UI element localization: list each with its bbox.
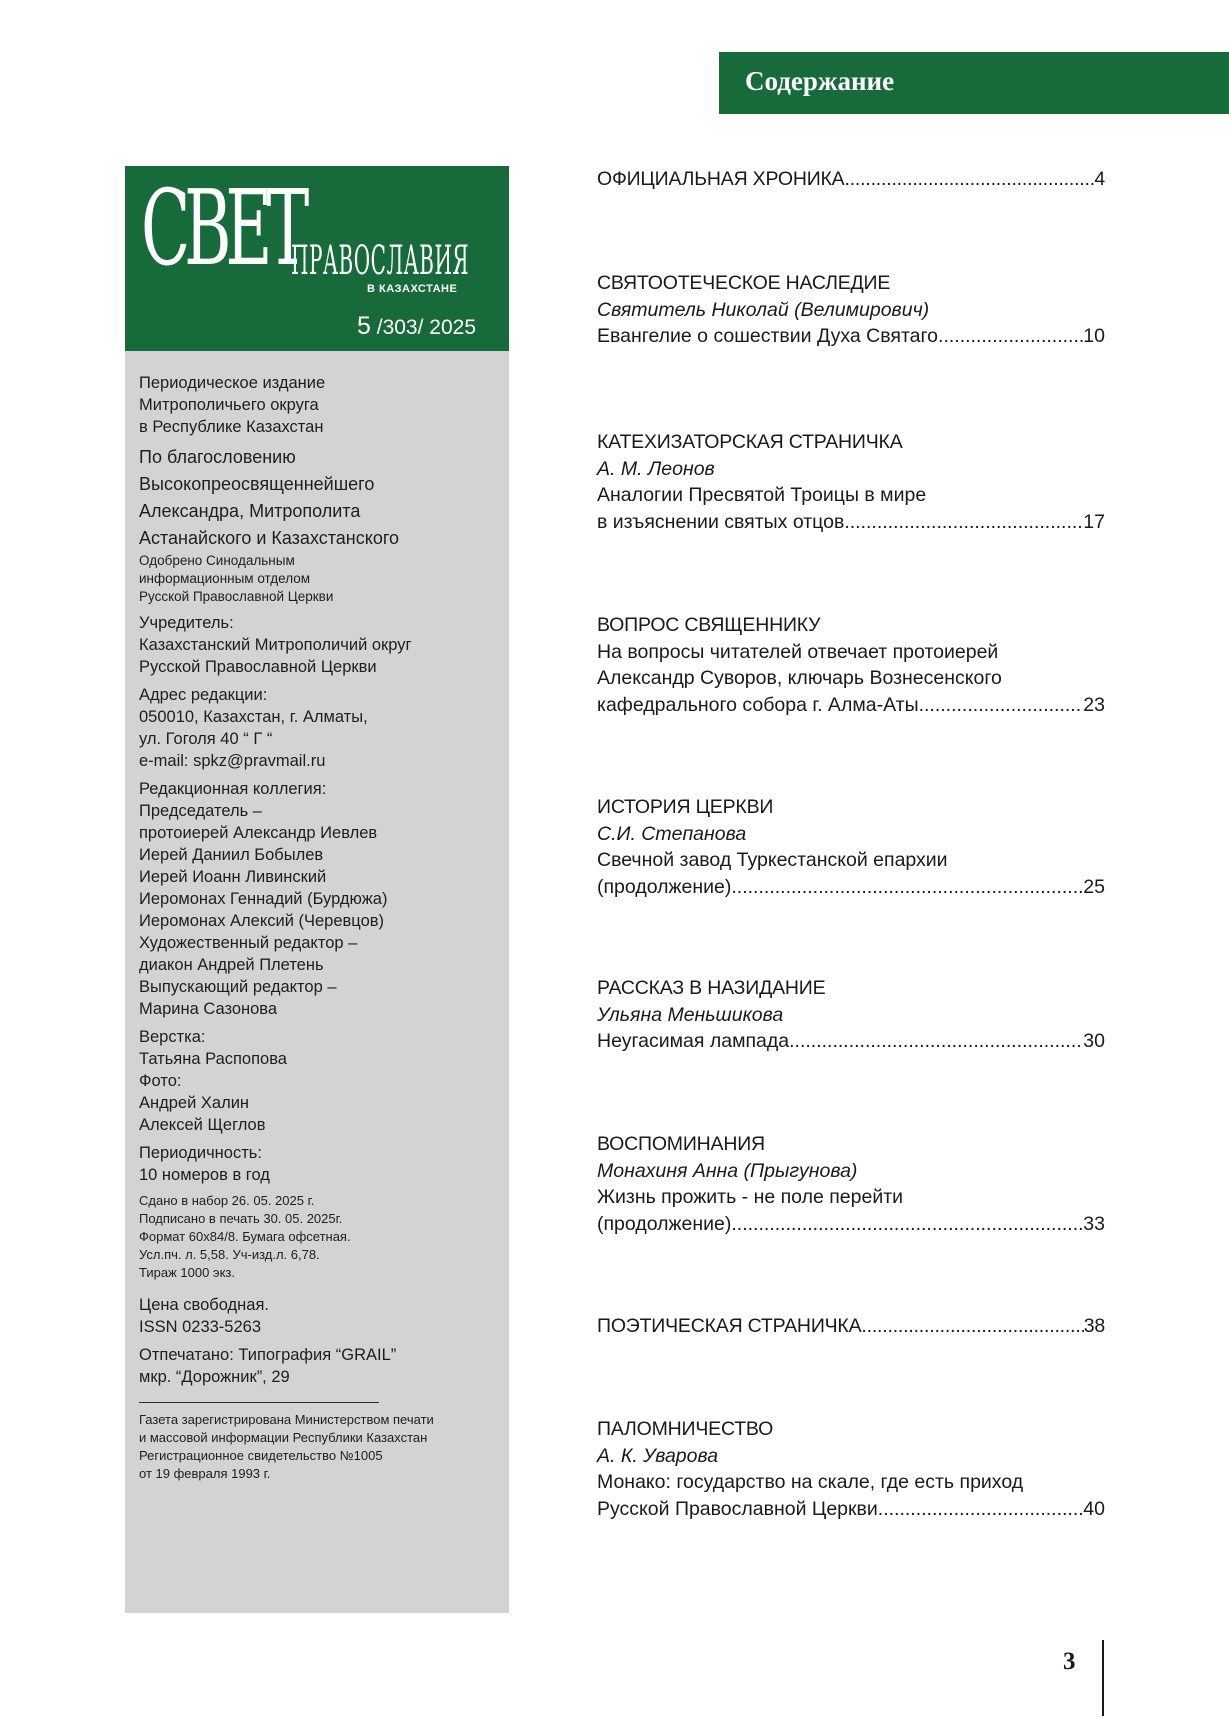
imprint-line: Художественный редактор – [139,934,358,952]
page-number-rule [1102,1640,1104,1716]
masthead [125,166,509,351]
toc-entry-text: Евангелие о сошествии Духа Святаго [597,325,939,347]
imprint-line: Регистрационное свидетельство №1005 [139,1448,383,1463]
imprint-line: Верстка: [139,1028,206,1046]
imprint-line: Цена свободная. [139,1296,269,1314]
toc-article-title [597,509,1105,536]
toc-section-heading [597,166,1105,193]
toc-entry[interactable] [597,612,1105,718]
toc-entry[interactable] [597,429,1105,535]
toc-article-title [597,1496,1105,1523]
toc-section-heading: СВЯТООТЕЧЕСКОЕ НАСЛЕДИЕ [597,272,891,294]
imprint-line: Иеромонах Геннадий (Бурдюжа) [139,890,388,908]
imprint-line: Газета зарегистрирована Министерством печати [139,1412,434,1427]
imprint-line: 10 номеров в год [139,1166,270,1184]
imprint-line: Татьяна Распопова [139,1050,287,1068]
toc-page-number: 17 [1083,510,1105,533]
imprint-line: информационным отделом [139,571,311,586]
toc-section-heading: КАТЕХИЗАТОРСКАЯ СТРАНИЧКА [597,431,903,453]
toc-article-title: Монако: государство на скале, где есть приход [597,1471,1024,1493]
imprint-photo [139,1070,499,1136]
toc-entry-text: (продолжение) [597,875,732,898]
toc-leader-dots [844,509,1083,536]
toc-entry[interactable] [597,270,1105,350]
toc-section-heading: ВОПРОС СВЯЩЕННИКУ [597,614,821,636]
imprint-periodical [139,372,499,438]
toc-author: А. М. Леонов [597,457,715,480]
contents-title: Содержание [745,66,895,96]
imprint-line: Периодическое издание [139,374,326,392]
toc-section-heading: ИСТОРИЯ ЦЕРКВИ [597,796,774,818]
toc-article-title: Александр Суворов, ключарь Вознесенского [597,667,1002,689]
imprint-line: Иеромонах Алексий (Черевцов) [139,912,385,930]
toc-article-title [597,874,1105,901]
imprint-line: от 19 февраля 1993 г. [139,1466,271,1481]
imprint-print-info [139,1192,499,1282]
imprint-sidebar [125,166,509,1613]
masthead-logo-region: В КАЗАХСТАНЕ [367,283,458,295]
imprint-line: Усл.пч. л. 5,58. Уч-изд.л. 6,78. [139,1247,320,1262]
toc-entry-text: Неугасимая лампада [597,1030,790,1052]
imprint-line: Периодичность: [139,1144,262,1162]
masthead-logo-main: СВЕТ [141,167,304,289]
toc-page-number: 4 [1094,168,1105,190]
toc-entry-text: в изъяснении святых отцов [597,510,845,533]
toc-leader-dots [919,692,1084,719]
toc-page-number: 40 [1083,1497,1105,1520]
imprint-line: Марина Сазонова [139,1000,278,1018]
toc-section-heading: РАССКАЗ В НАЗИДАНИЕ [597,977,826,999]
toc-article-title: Аналогии Пресвятой Троицы в мире [597,484,927,506]
imprint-printed [139,1344,499,1388]
imprint-price [139,1294,499,1338]
issue-number-main: 5 [357,312,371,340]
imprint-line: Русской Православной Церкви [139,589,334,604]
imprint-line: Председатель – [139,802,262,820]
toc-author: Святитель Николай (Велимирович) [597,298,930,321]
toc-entry[interactable] [597,794,1105,900]
toc-author: А. К. Уварова [597,1444,719,1467]
imprint-line: Тираж 1000 экз. [139,1265,235,1280]
imprint-line: Редакционная коллегия: [139,780,327,798]
toc-page-number: 10 [1083,325,1105,347]
toc-page-number: 38 [1083,1315,1105,1337]
contents-header [719,52,1229,114]
toc-section-heading [597,1313,1105,1340]
imprint-line: Александра, Митрополита [139,501,361,521]
imprint-founder [139,612,499,678]
imprint-line: Подписано в печать 30. 05. 2025г. [139,1211,343,1226]
toc-leader-dots [789,1028,1083,1055]
imprint-layout [139,1026,499,1070]
imprint-line: Астанайского и Казахстанского [139,528,400,548]
toc-leader-dots [731,874,1083,901]
imprint-frequency [139,1142,499,1186]
toc-entry-text: кафедрального собора г. Алма-Аты [597,693,919,716]
toc-entry-text: Русской Православной Церкви [597,1497,878,1520]
imprint-line: Андрей Халин [139,1094,250,1112]
imprint-line: и массовой информации Республики Казахстан [139,1430,428,1445]
imprint-divider [139,1402,379,1403]
imprint-line: По благословению [139,447,296,467]
toc-article-title [597,692,1105,719]
toc-entry[interactable] [597,975,1105,1055]
imprint-block [139,372,499,1483]
toc-leader-dots [844,166,1094,193]
issue-number-rest: /303/ 2025 [370,316,476,339]
imprint-line: Иерей Даниил Бобылев [139,846,324,864]
imprint-line: 050010, Казахстан, г. Алматы, [139,708,368,726]
toc-entry-text: (продолжение) [597,1212,732,1235]
imprint-line: Одобрено Синодальным [139,553,295,568]
toc-author: Монахиня Анна (Прыгунова) [597,1159,858,1182]
imprint-blessing [139,444,499,552]
toc-entry[interactable] [597,1416,1105,1522]
imprint-line: протоиерей Александр Иевлев [139,824,378,842]
imprint-approved [139,552,499,606]
masthead-logo-sub: ПРАВОСЛАВИЯ [291,238,470,284]
toc-article-title: На вопросы читателей отвечает протоиерей [597,640,999,663]
toc-page-number: 23 [1083,693,1105,716]
imprint-line: Митрополичьего округа [139,396,319,414]
toc-entry[interactable] [597,1313,1105,1340]
toc-leader-dots [731,1211,1083,1238]
imprint-line: Адрес редакции: [139,686,268,704]
imprint-line: Казахстанский Митрополичий округ [139,636,412,654]
toc-entry[interactable] [597,166,1105,193]
toc-page-number: 30 [1083,1030,1105,1052]
imprint-line: Высокопреосвященнейшего [139,474,375,494]
toc-section-heading: ПАЛОМНИЧЕСТВО [597,1418,774,1440]
imprint-address [139,684,499,772]
imprint-line: Формат 60х84/8. Бумага офсетная. [139,1229,351,1244]
issue-number [357,312,476,341]
toc-entry-text: ПОЭТИЧЕСКАЯ СТРАНИЧКА [597,1315,862,1337]
toc-article-title [597,1028,1105,1055]
imprint-registration [139,1411,499,1483]
toc-author: С.И. Степанова [597,822,747,845]
toc-leader-dots [878,1496,1084,1523]
imprint-board [139,778,499,1020]
imprint-line: Русской Православной Церкви [139,658,377,676]
imprint-line: Сдано в набор 26. 05. 2025 г. [139,1193,315,1208]
imprint-line: ISSN 0233-5263 [139,1318,262,1336]
toc-article-title: Свечной завод Туркестанской епархии [597,849,948,871]
toc-page-number: 25 [1083,875,1105,898]
toc-entry[interactable] [597,1131,1105,1237]
imprint-line: Учредитель: [139,614,234,632]
imprint-line: Отпечатано: Типография “GRAIL” [139,1346,397,1364]
imprint-line: Алексей Щеглов [139,1116,266,1134]
imprint-line: Фото: [139,1072,182,1090]
toc-author: Ульяна Меньшикова [597,1003,784,1026]
imprint-line: ул. Гоголя 40 “ Г “ [139,730,273,748]
toc-article-title [597,323,1105,350]
page-number: 3 [1063,1648,1076,1675]
toc-article-title [597,1211,1105,1238]
imprint-line: e-mail: spkz@pravmail.ru [139,752,326,770]
toc-page-number: 33 [1083,1212,1105,1235]
imprint-line: мкр. “Дорожник”, 29 [139,1368,290,1386]
toc-section-heading: ВОСПОМИНАНИЯ [597,1133,765,1155]
imprint-line: диакон Андрей Плетень [139,956,324,974]
imprint-line: Выпускающий редактор – [139,978,337,996]
toc-article-title: Жизнь прожить - не поле перейти [597,1186,904,1208]
toc-leader-dots [861,1313,1083,1340]
toc-leader-dots [938,323,1083,350]
toc-entry-text: ОФИЦИАЛЬНАЯ ХРОНИКА [597,168,845,190]
imprint-line: Иерей Иоанн Ливинский [139,868,327,886]
imprint-line: в Республике Казахстан [139,418,324,436]
